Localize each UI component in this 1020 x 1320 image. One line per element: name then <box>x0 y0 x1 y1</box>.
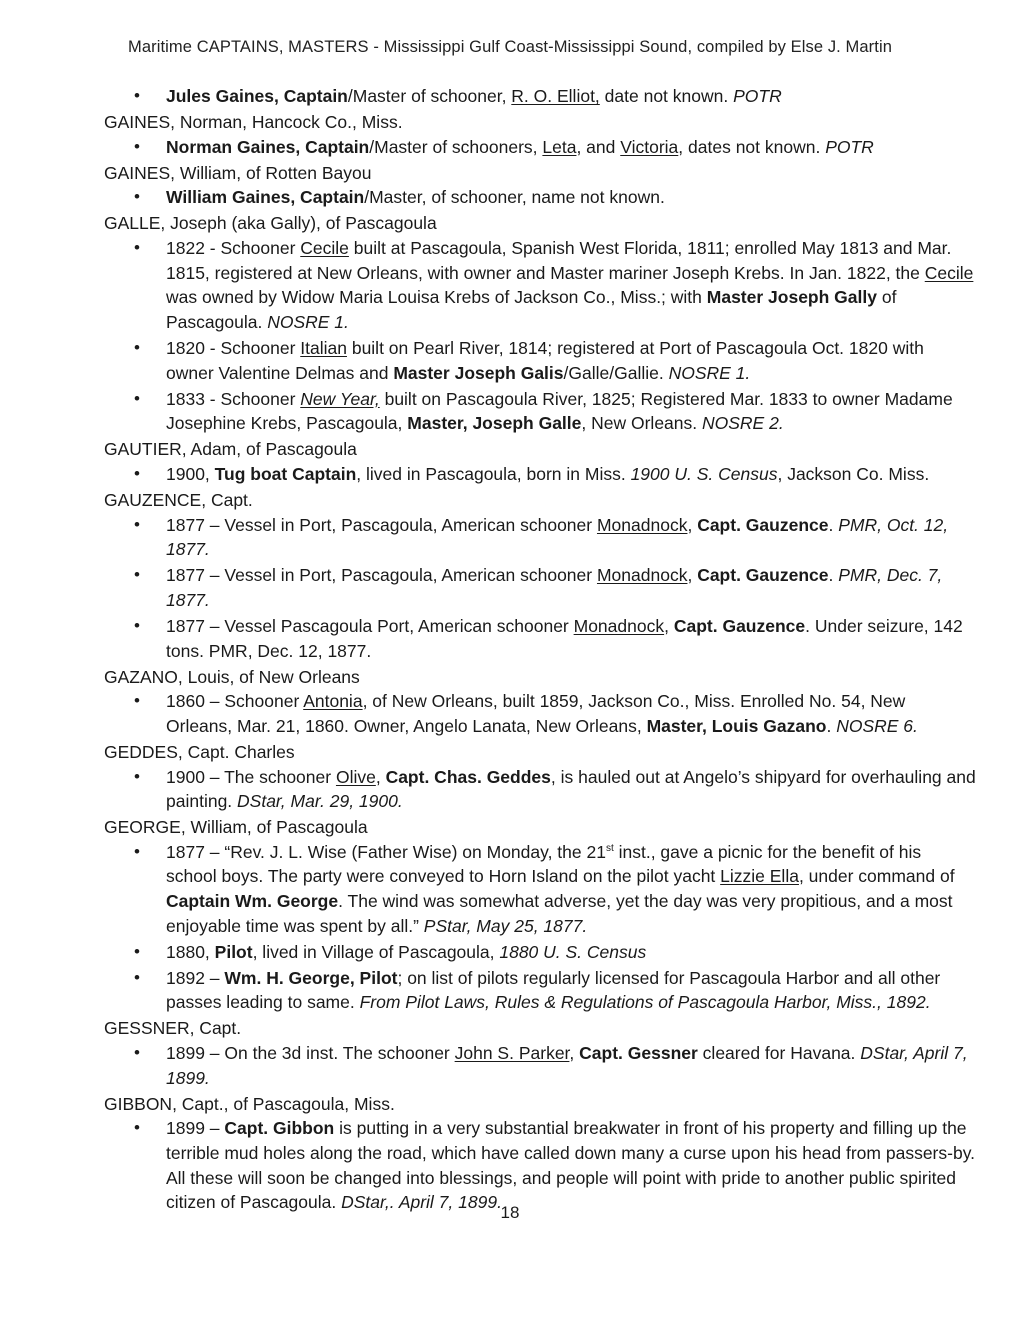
text-run: Cecile <box>300 238 349 259</box>
text-run: Captain Wm. George <box>166 891 339 911</box>
text-run: Jules Gaines, Captain <box>166 86 348 106</box>
text-run: 1877 – “Rev. J. L. Wise (Father Wise) on Monday, the 21 <box>166 841 606 862</box>
entry-name: GAZANO, Louis, of New Orleans <box>104 666 360 687</box>
bullet-item <box>104 185 976 210</box>
text-run: NOSRE 6. <box>836 715 918 736</box>
text-run: . The wind was somewhat adverse, yet the day was very propitious, and a most enjoyable time was spent by all.” <box>166 891 953 936</box>
text-run: Lizzie Ella <box>720 866 799 887</box>
text-run: of Pascagoula. <box>166 287 897 332</box>
entry <box>104 84 976 109</box>
text-run: Monadnock <box>596 565 688 586</box>
entry-name: GAUZENCE, Capt. <box>104 490 253 510</box>
text-run: . Under seizure, 142 tons. PMR, Dec. 12, 1877. <box>166 615 963 661</box>
entry-name: GAINES, William, of Rotten Bayou <box>104 162 372 183</box>
bullet-item <box>104 563 976 612</box>
text-run: 1900 U. S. Census <box>630 463 778 484</box>
entry-name: GEDDES, Capt. Charles <box>104 741 295 762</box>
text-run: Capt. Chas. Geddes <box>385 766 551 787</box>
entry <box>104 815 976 1015</box>
text-run: , <box>687 514 698 535</box>
entry-name: GIBBON, Capt., of Pascagoula, Miss. <box>104 1093 395 1114</box>
entry <box>104 161 976 210</box>
entry <box>104 437 976 486</box>
text-run: Antonia <box>303 691 363 712</box>
text-run: Wm. H. George, Pilot <box>224 967 398 988</box>
text-run: R. O. Elliot, <box>511 86 600 106</box>
text-run: Master, Louis Gazano <box>646 715 827 736</box>
bullet-item <box>104 513 976 562</box>
bullet-item <box>104 462 976 487</box>
bullet-item <box>104 84 976 109</box>
bullet-item <box>104 1116 976 1214</box>
text-run: Pilot <box>214 941 253 962</box>
text-run: DStar, April 7, 1899. <box>166 1043 968 1088</box>
text-run: , lived in Pascagoula, born in Miss. <box>356 463 631 484</box>
bullet-item <box>104 387 976 436</box>
text-run: Monadnock <box>573 615 665 636</box>
text-run: Norman Gaines, Captain <box>166 136 370 157</box>
text-run: was owned by Widow Maria Louisa Krebs of Jackson Co., Miss.; with <box>166 287 707 308</box>
text-run: st <box>605 842 614 854</box>
entry <box>104 740 976 814</box>
text-run: , <box>375 766 386 787</box>
entry-name: GEORGE, William, of Pascagoula <box>104 817 368 838</box>
entry-name: GAINES, Norman, Hancock Co., Miss. <box>104 112 403 133</box>
text-run: 1820 - Schooner <box>166 337 301 358</box>
text-run: built on Pascagoula River, 1825; Registered Mar. 1833 to owner Madame Josephine Krebs, Pascagoula, <box>166 388 953 434</box>
text-run: Master, Joseph Galle <box>407 413 582 434</box>
text-run: 1877 – Vessel in Port, Pascagoula, American schooner <box>166 565 597 586</box>
bullet-item <box>104 1041 976 1090</box>
text-run: PMR, Oct. 12, 1877. <box>166 514 949 560</box>
text-run: 1877 – Vessel Pascagoula Port, American schooner <box>166 615 574 636</box>
text-run: NOSRE 1. <box>668 362 751 383</box>
text-run: , <box>569 1043 580 1064</box>
text-run: Cecile <box>924 262 974 283</box>
text-run: cleared for Havana. <box>697 1043 861 1064</box>
text-run: Olive <box>335 766 376 787</box>
text-run: Master Joseph Gally <box>706 287 877 308</box>
bullet-item <box>104 135 976 160</box>
page-header: Maritime CAPTAINS, MASTERS - Mississippi Gulf Coast-Mississippi Sound, compiled by Else J. Martin <box>127 38 892 56</box>
bullet-item <box>104 966 976 1015</box>
entry <box>104 488 976 663</box>
text-run: . <box>828 514 839 535</box>
text-run: Capt. Gibbon <box>224 1118 335 1139</box>
entry-name: GAUTIER, Adam, of Pascagoula <box>104 439 357 460</box>
text-run: Leta <box>542 136 577 157</box>
text-run: New Year, <box>300 388 380 409</box>
text-run: From Pilot Laws, Rules & Regulations of Pascagoula Harbor, Miss., 1892. <box>359 992 931 1013</box>
text-run: 1833 - Schooner <box>166 388 301 409</box>
text-run: Victoria <box>620 136 679 157</box>
entry-name: GESSNER, Capt. <box>104 1018 242 1039</box>
page-number: 18 <box>500 1203 520 1222</box>
text-run: 1877 – Vessel in Port, Pascagoula, American schooner <box>166 514 597 535</box>
bullet-item <box>104 614 976 663</box>
text-run: , <box>664 615 674 636</box>
text-run: NOSRE 2. <box>702 413 784 434</box>
document-body <box>104 84 976 1216</box>
text-run: , <box>687 565 698 586</box>
text-run: inst., gave a picnic for the benefit of his school boys. The party were conveyed to Horn Island on the pilot yacht <box>166 841 922 887</box>
text-run: POTR <box>733 86 782 106</box>
text-run: DStar, Mar. 29, 1900. <box>237 791 403 812</box>
text-run: 1900 – The schooner <box>166 766 336 787</box>
text-run: ; on list of pilots regularly licensed for Pascagoula Harbor and all other passes leading to same. <box>166 967 941 1013</box>
text-run: PMR, Dec. 7, 1877. <box>166 565 943 610</box>
text-run: 1880 U. S. Census <box>499 941 647 962</box>
text-run: , dates not known. <box>678 136 826 157</box>
text-run: Monadnock <box>596 514 688 535</box>
text-run: 1900, <box>166 463 215 484</box>
text-run: Capt. Gauzence <box>673 615 806 636</box>
bullet-item <box>104 765 976 814</box>
text-run: /Master of schooners, <box>369 136 543 157</box>
text-run: , lived in Village of Pascagoula, <box>252 941 500 962</box>
text-run: DStar,. April 7, 1899. <box>341 1192 502 1213</box>
text-run: Capt. Gauzence <box>697 514 829 535</box>
text-run: John S. Parker <box>454 1043 570 1064</box>
bullet-item <box>104 940 976 965</box>
entry-name: GALLE, Joseph (aka Gally), of Pascagoula <box>104 213 437 234</box>
entry <box>104 1092 976 1215</box>
text-run: , under command of <box>798 866 955 887</box>
text-run: built on Pearl River, 1814; registered at Port of Pascagoula Oct. 1820 with owner Valentine Delmas and <box>166 337 924 383</box>
text-run: 1822 - Schooner <box>166 238 301 259</box>
text-run: is putting in a very substantial breakwater in front of his property and filling up the terrible mud holes along the road, which have called down many a curse upon his head from passers-by. All these will soon be changed into blessings, and people will point with pride to another public spirited citizen of Pascagoula. <box>166 1118 976 1213</box>
text-run: built at Pascagoula, Spanish West Florida, 1811; enrolled May 1813 and Mar. 1815, registered at New Orleans, with owner and Master mariner Joseph Krebs. In Jan. 1822, the <box>166 238 952 283</box>
text-run: Capt. Gessner <box>579 1043 698 1064</box>
text-run: /Master of schooner, <box>347 86 512 106</box>
bullet-item <box>104 840 976 938</box>
text-run: . <box>828 565 839 586</box>
bullet-item <box>104 236 976 334</box>
text-run: , is hauled out at Angelo’s shipyard for overhauling and painting. <box>166 766 976 812</box>
text-run: 1899 – <box>166 1118 225 1139</box>
bullet-item <box>104 336 976 385</box>
entry <box>104 1016 976 1090</box>
text-run: Capt. Gauzence <box>697 565 829 586</box>
text-run: date not known. <box>599 86 734 106</box>
text-run: Tug boat Captain <box>214 463 357 484</box>
text-run: /Master, of schooner, name not known. <box>364 187 665 208</box>
text-run: 1880, <box>166 941 215 962</box>
text-run: , New Orleans. <box>581 413 702 434</box>
text-run: 1892 – <box>166 967 225 988</box>
text-run: Italian <box>300 337 347 358</box>
text-run: NOSRE 1. <box>267 311 349 332</box>
text-run: William Gaines, Captain <box>166 187 365 208</box>
text-run: POTR <box>825 136 874 157</box>
text-run: 1860 – Schooner <box>166 691 304 712</box>
bullet-item <box>104 689 976 738</box>
text-run: PStar, May 25, 1877. <box>423 915 588 936</box>
text-run: Master Joseph Galis <box>393 362 564 383</box>
text-run: , Jackson Co. Miss. <box>777 463 930 484</box>
entry <box>104 211 976 435</box>
entry <box>104 110 976 159</box>
text-run: , and <box>576 136 621 157</box>
text-run: , of New Orleans, built 1859, Jackson Co., Miss. Enrolled No. 54, New Orleans, Mar. 21, 1860. Owner, Angelo Lanata, New Orleans, <box>166 691 906 736</box>
text-run: . <box>826 715 837 736</box>
entry <box>104 665 976 739</box>
text-run: /Galle/Gallie. <box>563 362 669 383</box>
text-run: 1899 – On the 3d inst. The schooner <box>166 1043 455 1064</box>
